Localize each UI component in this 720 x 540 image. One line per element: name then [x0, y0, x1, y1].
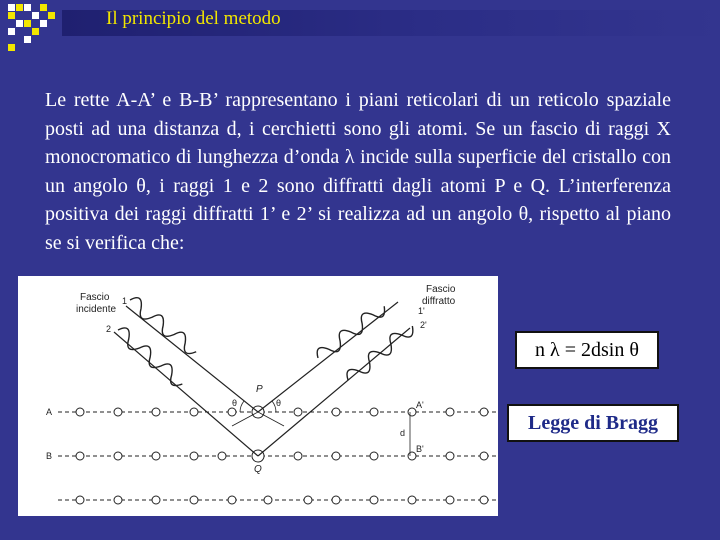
diffracted-ray-1: [258, 302, 398, 412]
label-plane-a: A: [46, 407, 53, 417]
label-spacing-d: d: [400, 428, 406, 438]
incident-wave-1: [126, 294, 201, 357]
theta-arc-left: [240, 401, 244, 412]
label-incident-line1: Fascio: [80, 292, 110, 303]
diffracted-wave-2: [344, 321, 417, 386]
label-ray-2-prime: 2': [420, 320, 427, 330]
label-ray-2: 2: [106, 324, 112, 334]
bragg-diffraction-figure: [18, 276, 498, 516]
diffracted-ray-2: [258, 328, 410, 456]
label-plane-b: B: [46, 451, 53, 461]
construction-line-right: [258, 412, 284, 426]
bragg-law-label: Legge di Bragg: [507, 404, 679, 442]
diffracted-wave-1: [314, 301, 389, 364]
label-plane-a-prime: A': [416, 400, 424, 410]
label-theta-right: θ: [276, 398, 282, 408]
bragg-formula: n λ = 2dsin θ: [515, 331, 659, 369]
slide-paragraph: Le rette A-A’ e B-B’ rappresentano i piani reticolari di un reticolo spaziale posti ad una distanza d, i cerchietti sono gli atomi. Se un fascio di raggi X monocromatico di lunghezza d’onda λ incide sulla superficie del cristallo con un angolo θ, i raggi 1 e 2 sono diffratti dagli atomi P e Q. L’interferenza positiva dei raggi diffratti 1’ e 2’ si realizza ad un angolo θ, rispetto al piano se si verifica che:: [45, 89, 671, 254]
label-incident-line2: incidente: [76, 304, 117, 315]
slide-title: Il principio del metodo: [106, 8, 281, 29]
atoms: [76, 406, 488, 504]
label-atom-q: Q: [254, 464, 262, 475]
label-plane-b-prime: B': [416, 444, 424, 454]
label-ray-1: 1: [122, 296, 128, 306]
label-diffracted-line1: Fascio: [426, 284, 456, 295]
label-diffracted-line2: diffratto: [422, 296, 456, 307]
label-theta-left: θ: [232, 398, 238, 408]
label-atom-p: P: [256, 384, 263, 395]
label-ray-1-prime: 1': [418, 306, 425, 316]
